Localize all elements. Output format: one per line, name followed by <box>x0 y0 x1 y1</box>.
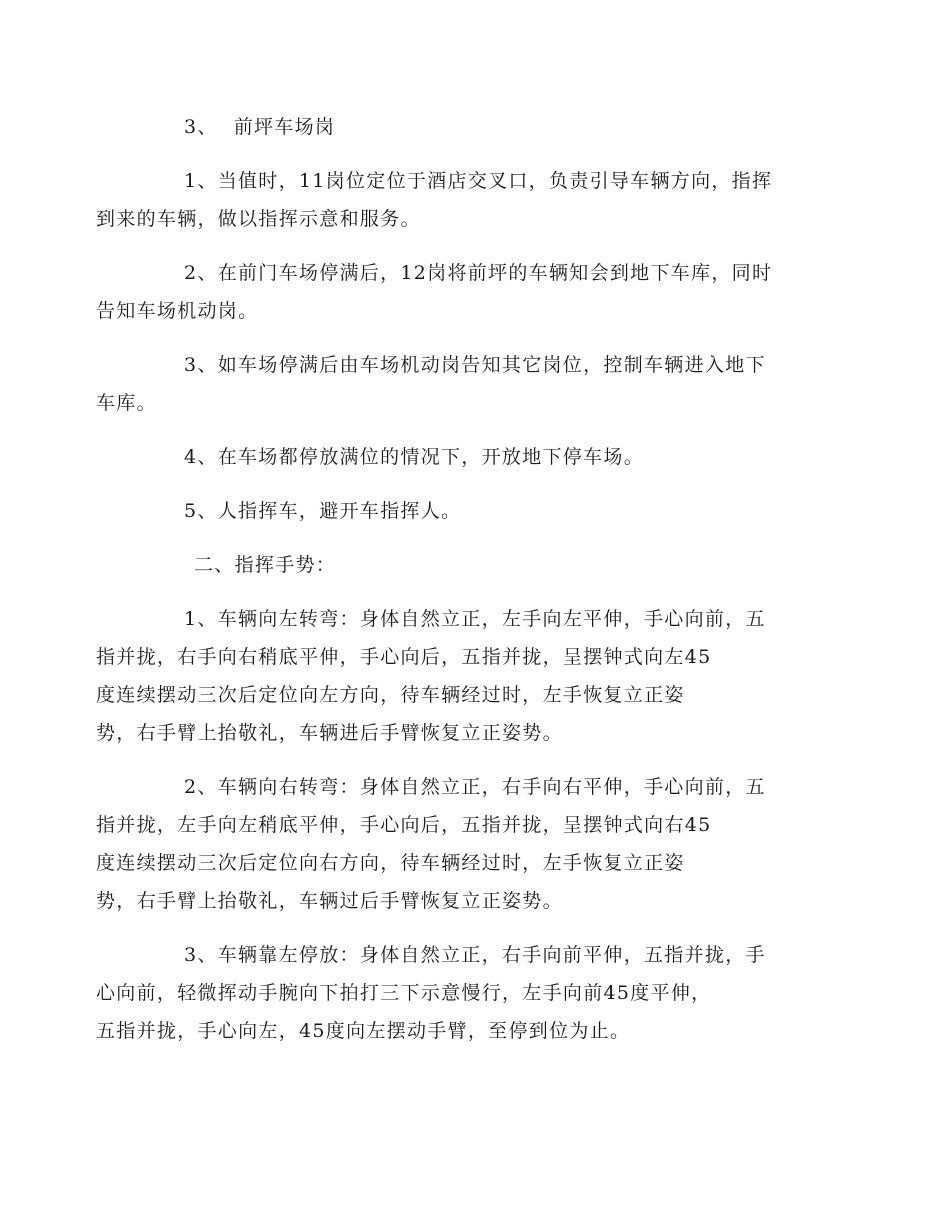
paragraph-line: 心向前，轻微挥动手腕向下拍打三下示意慢行，左手向前45度平伸， <box>96 982 712 1004</box>
paragraph-group-2 <box>96 600 810 1050</box>
paragraph-line: 1、当值时，11岗位定位于酒店交叉口，负责引导车辆方向，指挥 <box>184 170 773 192</box>
section-title: 前坪车场岗 <box>233 116 336 138</box>
paragraph <box>96 346 810 422</box>
paragraph <box>96 936 810 1050</box>
paragraph-line: 告知车场机动岗。 <box>96 300 259 322</box>
paragraph-line: 五指并拢，手心向左，45度向左摆动手臂，至停到位为止。 <box>96 1020 631 1042</box>
paragraph-line: 4、在车场都停放满位的情况下，开放地下停车场。 <box>184 446 644 468</box>
paragraph-line: 势，右手臂上抬敬礼，车辆过后手臂恢复立正姿势。 <box>96 890 563 912</box>
section-heading <box>140 108 810 146</box>
paragraph-line: 度连续摆动三次后定位向左方向，待车辆经过时，左手恢复立正姿 <box>96 684 685 706</box>
paragraph-line: 1、车辆向左转弯：身体自然立正，左手向左平伸，手心向前，五 <box>184 608 766 630</box>
paragraph-line: 度连续摆动三次后定位向右方向，待车辆经过时，左手恢复立正姿 <box>96 852 685 874</box>
document-body <box>96 108 810 1066</box>
paragraph <box>96 254 810 330</box>
paragraph <box>96 162 810 238</box>
paragraph-line: 指并拢，右手向右稍底平伸，手心向后，五指并拢，呈摆钟式向左45 <box>96 646 712 668</box>
paragraph-line: 指并拢，左手向左稍底平伸，手心向后，五指并拢，呈摆钟式向右45 <box>96 814 712 836</box>
paragraph <box>140 492 810 530</box>
subheading: 二、指挥手势： <box>194 554 337 576</box>
paragraph-line: 5、人指挥车，避开车指挥人。 <box>184 500 462 522</box>
paragraph <box>140 438 810 476</box>
paragraph-line: 2、在前门车场停满后，12岗将前坪的车辆知会到地下车库，同时 <box>184 262 773 284</box>
paragraph-line: 2、车辆向右转弯：身体自然立正，右手向右平伸，手心向前，五 <box>184 776 766 798</box>
paragraph-line: 车库。 <box>96 392 157 414</box>
paragraph <box>96 600 810 752</box>
paragraph-line: 3、车辆靠左停放：身体自然立正，右手向前平伸，五指并拢，手 <box>184 944 766 966</box>
section-number: 3、 <box>184 116 218 138</box>
paragraph-line: 势，右手臂上抬敬礼，车辆进后手臂恢复立正姿势。 <box>96 722 563 744</box>
paragraph-group-1 <box>96 162 810 530</box>
paragraph <box>96 768 810 920</box>
paragraph-line: 3、如车场停满后由车场机动岗告知其它岗位，控制车辆进入地下 <box>184 354 766 376</box>
paragraph-line: 到来的车辆，做以指挥示意和服务。 <box>96 208 421 230</box>
